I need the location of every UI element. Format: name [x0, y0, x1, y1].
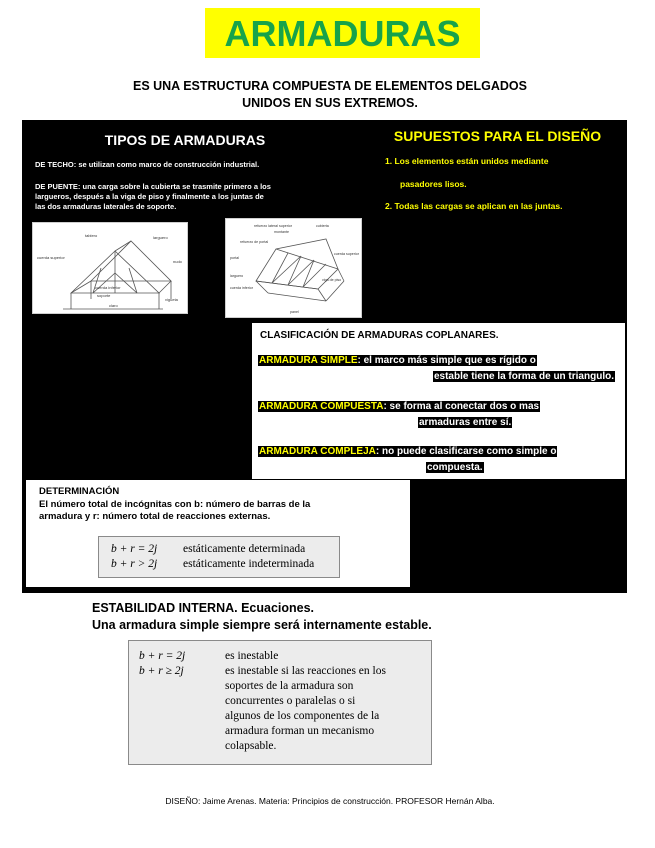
- estabilidad-heading-line: ESTABILIDAD INTERNA. Ecuaciones.: [92, 601, 315, 615]
- bridge-label: cuerda superior: [334, 252, 359, 256]
- equation-row: [139, 664, 386, 754]
- armadura-simple-line2: [433, 366, 615, 384]
- equation-desc-line: armadura forman un mecanismo: [225, 725, 375, 737]
- equation-desc: [225, 664, 386, 754]
- tipos-heading: TIPOS DE ARMADURAS: [104, 132, 266, 148]
- estabilidad-equations: [128, 640, 432, 765]
- equation-row: [139, 649, 278, 664]
- equation-desc: es inestable: [225, 650, 279, 662]
- roof-label: vigueta: [165, 297, 178, 302]
- armadura-compleja-def: compuesta.: [427, 462, 483, 473]
- tipo-puente-line: las dos armaduras laterales de soporte.: [35, 202, 177, 211]
- bridge-label: cuerda inferior: [230, 286, 253, 290]
- armadura-simple-line: [258, 355, 537, 366]
- determinacion-equations: [98, 536, 340, 578]
- tipo-puente: [35, 182, 345, 212]
- equation-row: [111, 542, 305, 557]
- equation-desc-line: concurrentes o paralelas o si: [225, 695, 356, 707]
- tipo-puente-line: DE PUENTE: una carga sobre la cubierta se trasmite primero a los: [35, 182, 271, 191]
- bridge-label: viga de piso: [322, 278, 342, 282]
- armadura-compuesta-def: armaduras entre sí.: [419, 417, 512, 428]
- determinacion-text-line: armadura y r: número total de reacciones externas.: [39, 511, 271, 522]
- equation-desc: estáticamente indeterminada: [183, 558, 315, 570]
- bridge-truss-image: [225, 218, 362, 318]
- armadura-compleja-term: ARMADURA COMPLEJA: [259, 446, 376, 457]
- equation-desc-line: soportes de la armadura son: [225, 680, 354, 692]
- roof-label: nudo: [173, 259, 182, 264]
- estabilidad-heading-line: Una armadura simple siempre será internamente estable.: [92, 618, 432, 632]
- equation-desc: estáticamente determinada: [183, 543, 306, 555]
- equation: b + r ≥ 2j: [139, 665, 184, 677]
- roof-truss-image: [32, 222, 188, 314]
- bridge-label: larguero: [230, 274, 244, 278]
- supuesto-2: 2. Todas las cargas se aplican en las juntas.: [385, 201, 563, 211]
- equation-row: [111, 557, 314, 572]
- equation: b + r > 2j: [111, 558, 158, 570]
- equation: b + r = 2j: [111, 543, 158, 555]
- supuesto-1-line: 1. Los elementos están unidos mediante: [385, 156, 549, 166]
- equation-desc-line: algunos de los componentes de la: [225, 710, 380, 722]
- bridge-label: refuerzo de portal: [240, 240, 269, 244]
- intro-line-2: UNIDOS EN SUS EXTREMOS.: [242, 96, 418, 110]
- roof-label: tablero: [85, 233, 98, 238]
- roof-label: larguero: [153, 235, 168, 240]
- roof-label: claro: [109, 303, 118, 308]
- page-title: ARMADURAS: [205, 8, 480, 58]
- determinacion-heading: DETERMINACIÓN: [39, 486, 120, 497]
- armadura-compuesta-term: ARMADURA COMPUESTA: [259, 401, 384, 412]
- armadura-compuesta-def: : se forma al conectar dos o mas: [383, 401, 540, 412]
- armadura-simple-term: ARMADURA SIMPLE: [259, 355, 358, 366]
- determinacion-box: [26, 480, 410, 587]
- bridge-label: montante: [274, 230, 289, 234]
- determinacion-text: [39, 499, 401, 523]
- supuestos-heading: SUPUESTOS PARA EL DISEÑO: [393, 128, 602, 144]
- clasificacion-heading: CLASIFICACIÓN DE ARMADURAS COPLANARES.: [260, 330, 499, 341]
- clasificacion-box: [252, 323, 625, 479]
- footer-credits: DISEÑO: Jaime Arenas. Materia: Principios de construcción. PROFESOR Hernán Alba.: [165, 796, 495, 806]
- bridge-label: refuerzo lateral superior: [254, 224, 292, 228]
- armadura-simple-def: estable tiene la forma de un triangulo.: [433, 371, 614, 382]
- supuesto-1-line: pasadores lisos.: [400, 179, 467, 189]
- armadura-compuesta-line2: [418, 412, 512, 430]
- roof-label: cuerda superior: [37, 255, 65, 260]
- roof-label: soporte: [97, 293, 111, 298]
- equation: b + r = 2j: [139, 650, 186, 662]
- armadura-simple-def: : el marco más simple que es rígido o: [357, 355, 536, 366]
- roof-truss-drawing: [33, 223, 187, 313]
- intro-line-1: ES UNA ESTRUCTURA COMPUESTA DE ELEMENTOS DELGADOS: [132, 79, 527, 93]
- equation-desc-line: colapsable.: [225, 740, 277, 752]
- bridge-label: panel: [290, 310, 299, 314]
- tipo-techo: DE TECHO: se utilizan como marco de construcción industrial.: [35, 160, 260, 169]
- determinacion-text-line: El número total de incógnitas con b: número de barras de la: [39, 499, 311, 510]
- bridge-truss-drawing: [226, 219, 361, 317]
- armadura-compleja-def: : no puede clasificarse como simple o: [375, 446, 557, 457]
- equation-desc-line: es inestable si las reacciones en los: [225, 665, 386, 677]
- armadura-compleja-line2: [426, 457, 484, 475]
- armadura-compleja: [258, 441, 557, 459]
- estabilidad-heading: [92, 600, 432, 634]
- intro-text: [95, 78, 565, 112]
- bridge-label: portal: [230, 256, 239, 260]
- roof-label: cuerda inferior: [95, 285, 121, 290]
- tipo-puente-line: largueros, después a la viga de piso y finalmente a los juntas de: [35, 192, 264, 201]
- bridge-label: cubierta: [316, 224, 329, 228]
